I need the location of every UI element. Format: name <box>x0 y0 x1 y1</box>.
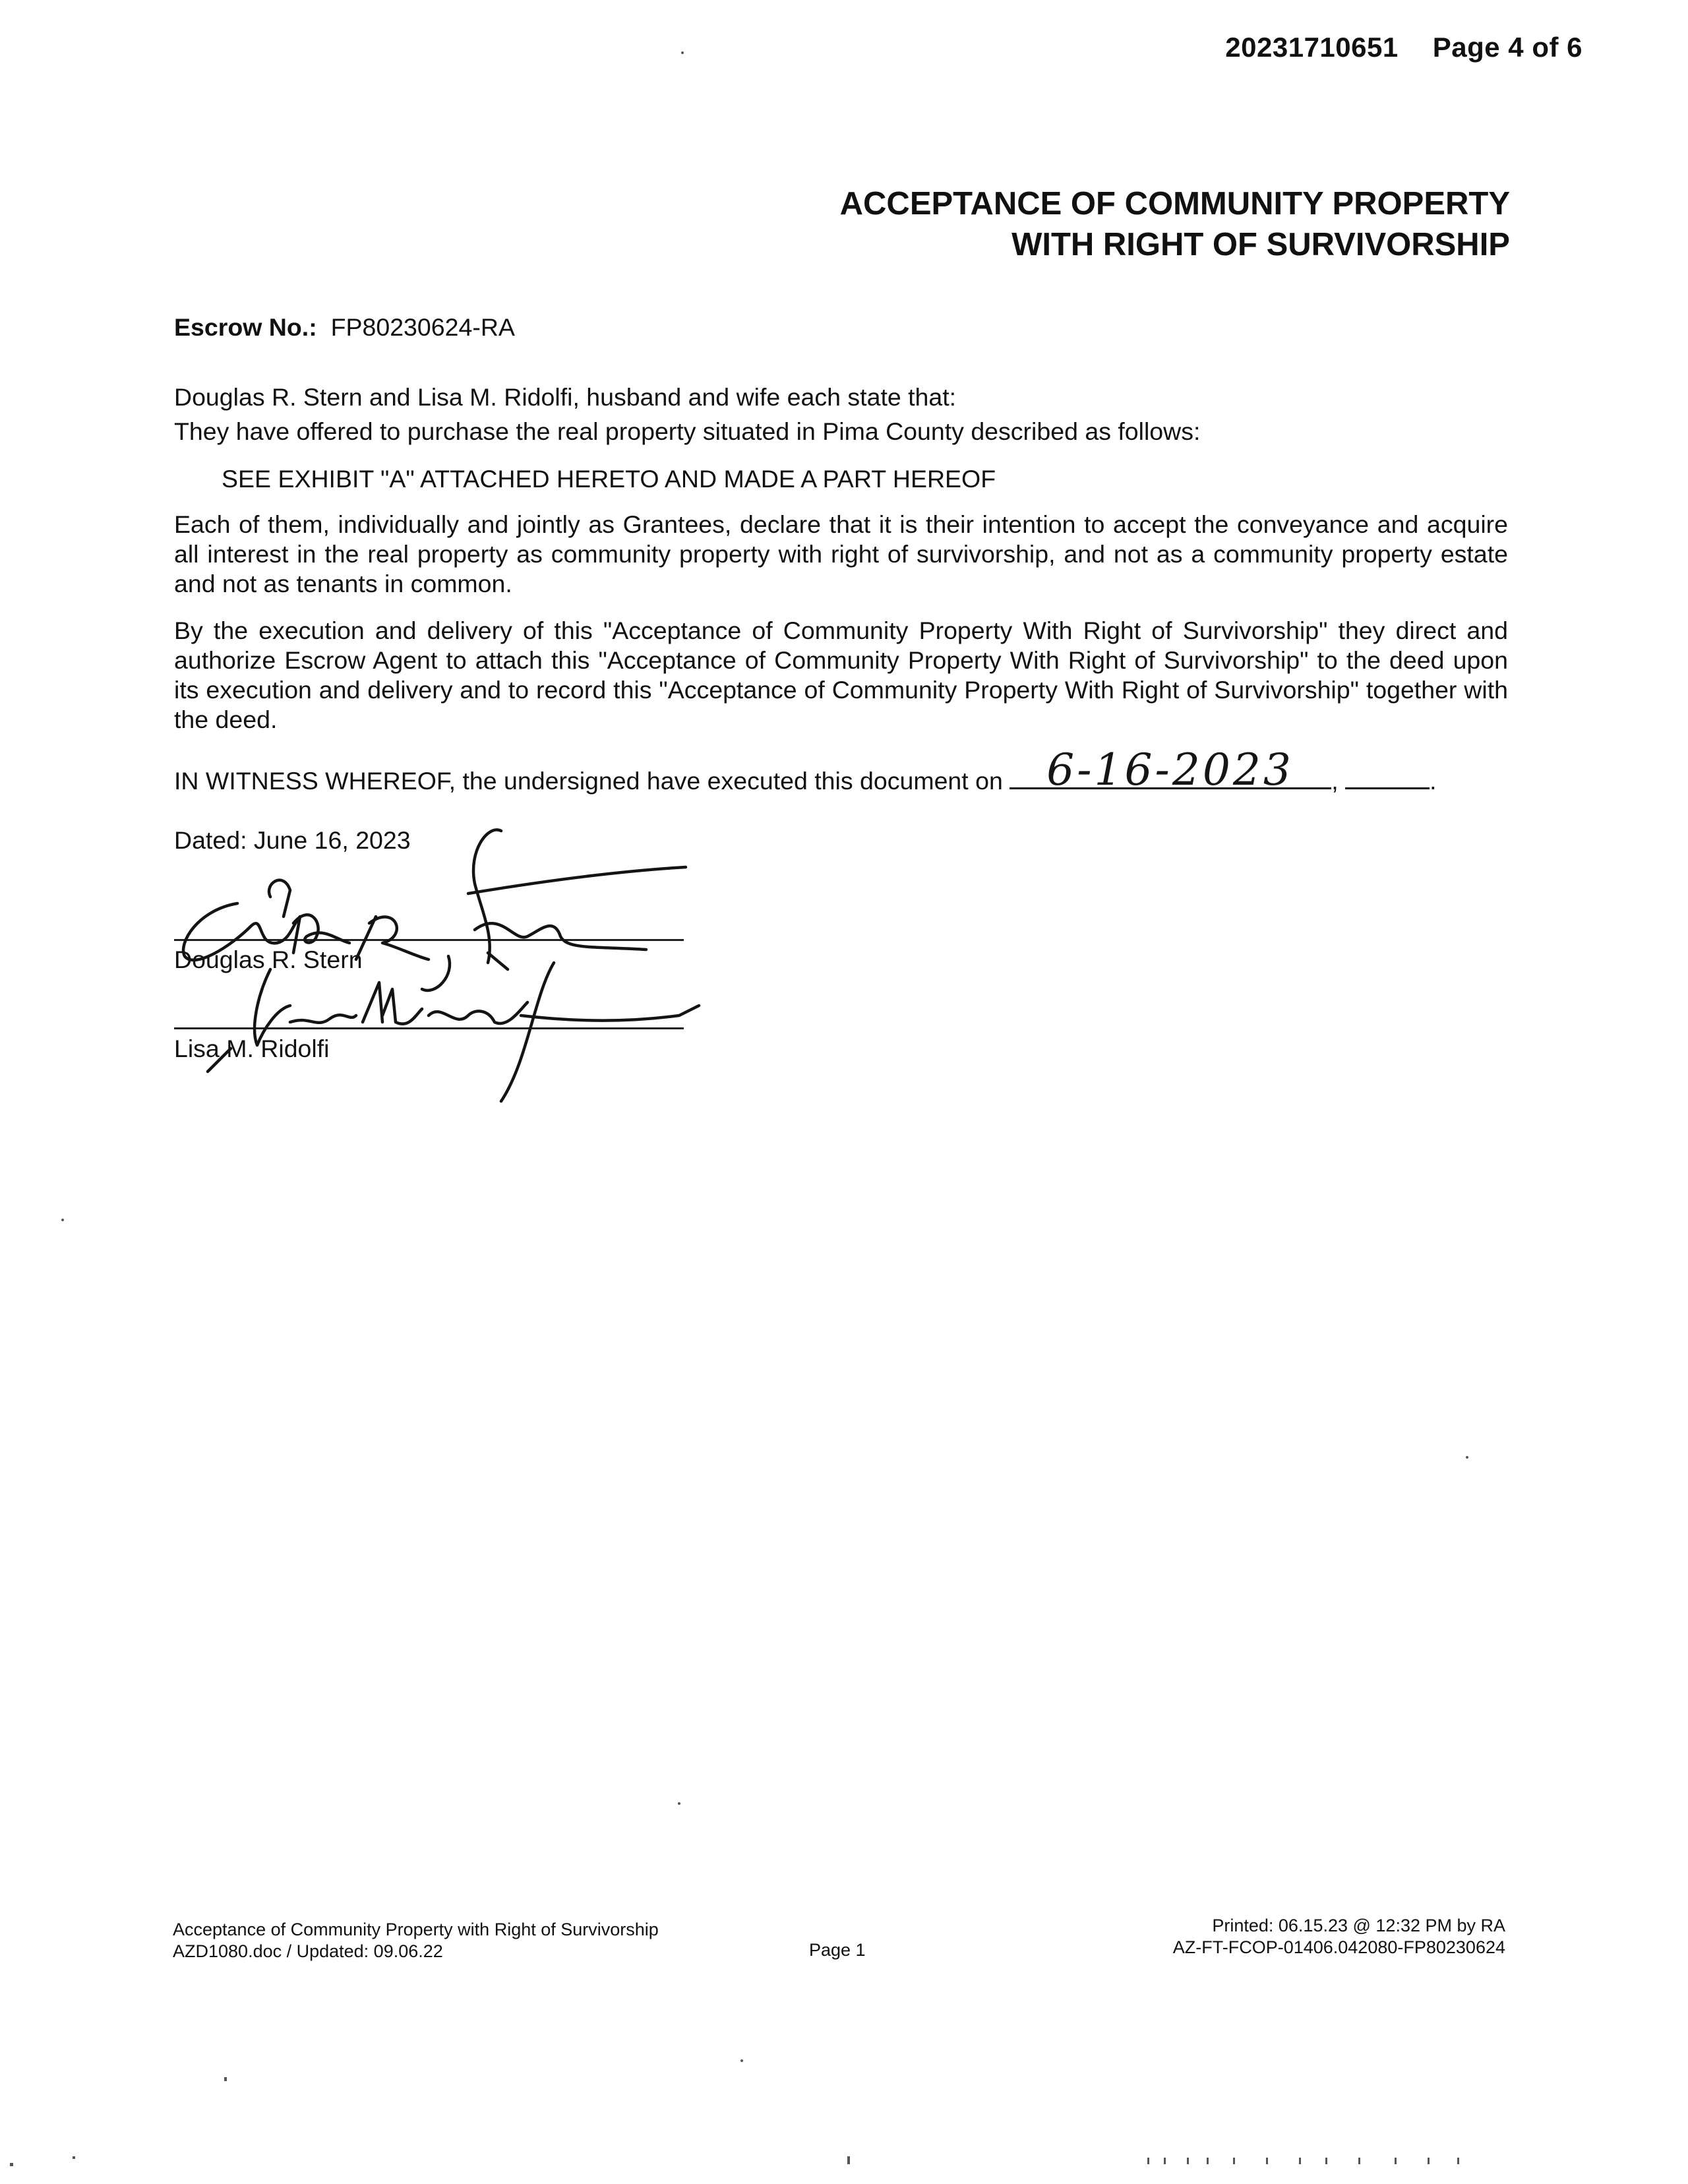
footer-file-reference: AZ-FT-FCOP-01406.042080-FP80230624 <box>1172 1937 1505 1957</box>
page-indicator: Page 4 of 6 <box>1432 32 1582 63</box>
grantees-statement: Douglas R. Stern and Lisa M. Ridolfi, husband and wife each state that: <box>174 383 957 411</box>
witness-period: . <box>1430 767 1437 795</box>
handwritten-date: 6-16-2023 <box>1046 744 1294 795</box>
footer-printed-info: Printed: 06.15.23 @ 12:32 PM by RA <box>1212 1916 1505 1935</box>
title-line-2: WITH RIGHT OF SURVIVORSHIP <box>1011 227 1510 262</box>
witness-comma: , <box>1331 767 1339 795</box>
escrow-label: Escrow No.: <box>174 313 317 341</box>
intention-paragraph: Each of them, individually and jointly as Grantees, declare that it is their intention to accept the conveyance and acquire all interest in the real property as community property with right of survivorship, and not as a community property estate and not as tenants in common. <box>174 510 1508 597</box>
dated-line: Dated: June 16, 2023 <box>174 826 411 854</box>
signer-name-2: Lisa M. Ridolfi <box>174 1035 330 1062</box>
property-location-statement: They have offered to purchase the real property situated in Pima County described as follows: <box>174 417 1201 445</box>
exhibit-reference: SEE EXHIBIT "A" ATTACHED HERETO AND MADE A PART HEREOF <box>222 465 996 493</box>
witness-text: IN WITNESS WHEREOF, the undersigned have executed this document on <box>174 767 1003 795</box>
signer-name-1: Douglas R. Stern <box>174 946 363 973</box>
recording-number: 20231710651 <box>1225 32 1399 63</box>
authorization-paragraph: By the execution and delivery of this "Acceptance of Community Property With Right of Survivorship" they direct and authorize Escrow Agent to attach this "Acceptance of Community Property With Right of Survivorship" to the deed upon its execution and delivery and to record this "Acceptance of Community Property With Right of Survivorship" together with the deed. <box>174 617 1508 733</box>
footer-form-version: AZD1080.doc / Updated: 09.06.22 <box>173 1941 443 1961</box>
escrow-number: FP80230624-RA <box>330 313 515 341</box>
title-line-1: ACCEPTANCE OF COMMUNITY PROPERTY <box>839 186 1510 222</box>
footer-form-title: Acceptance of Community Property with Right of Survivorship <box>173 1920 659 1939</box>
footer-page-number: Page 1 <box>809 1940 866 1960</box>
